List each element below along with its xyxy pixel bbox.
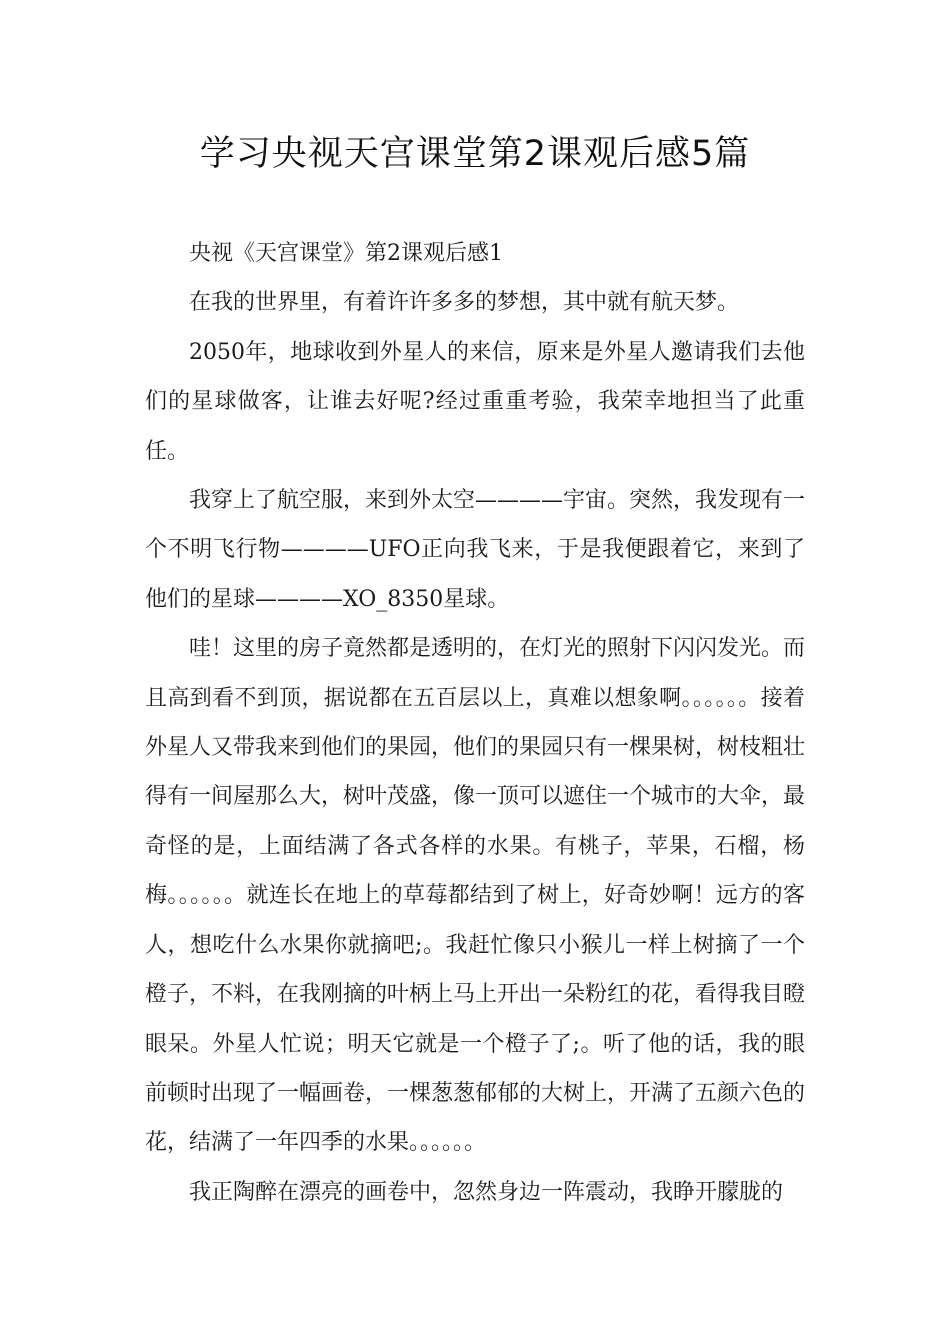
paragraph: 我穿上了航空服，来到外太空————宇宙。突然，我发现有一个不明飞行物————UFO正向我飞来，于是我便跟着它，来到了他们的星球————XO_8350星球。 <box>145 488 806 612</box>
section-subheading: 央视《天宫课堂》第2课观后感1 <box>189 241 503 266</box>
paragraph: 哇！这里的房子竟然都是透明的，在灯光的照射下闪闪发光。而且高到看不到顶，据说都在五百层以上，真难以想象啊。。。。。。接着外星人又带我来到他们的果园，他们的果园只有一棵果树，树枝粗壮得有一间屋那么大，树叶茂盛，像一顶可以遮住一个城市的大伞，最奇怪的是，上面结满了各式各样的水果。有桃子，苹果，石榴，杨梅。。。。。。就连长在地上的草莓都结到了树上，好奇妙啊！远方的客人，想吃什么水果你就摘吧;。我赶忙像只小猴儿一样上树摘了一个橙子，不料，在我刚摘的叶柄上马上开出一朵粉红的花，看得我目瞪眼呆。外星人忙说；明天它就是一个橙子了;。听了他的话，我的眼前顿时出现了一幅画卷，一棵葱葱郁郁的大树上，开满了五颜六色的花，结满了一年四季的水果。。。。。。 <box>145 636 806 1156</box>
paragraph: 在我的世界里，有着许许多多的梦想，其中就有航天梦。 <box>189 290 740 316</box>
paragraph: 2050年，地球收到外星人的来信，原来是外星人邀请我们去他们的星球做客，让谁去好呢?经过重重考验，我荣幸地担当了此重任。 <box>145 339 805 464</box>
document-body <box>145 229 805 1217</box>
paragraph: 我正陶醉在漂亮的画卷中，忽然身边一阵震动，我睁开朦胧的 <box>189 1179 784 1205</box>
document-title: 学习央视天宫课堂第2课观后感5篇 <box>199 134 751 174</box>
